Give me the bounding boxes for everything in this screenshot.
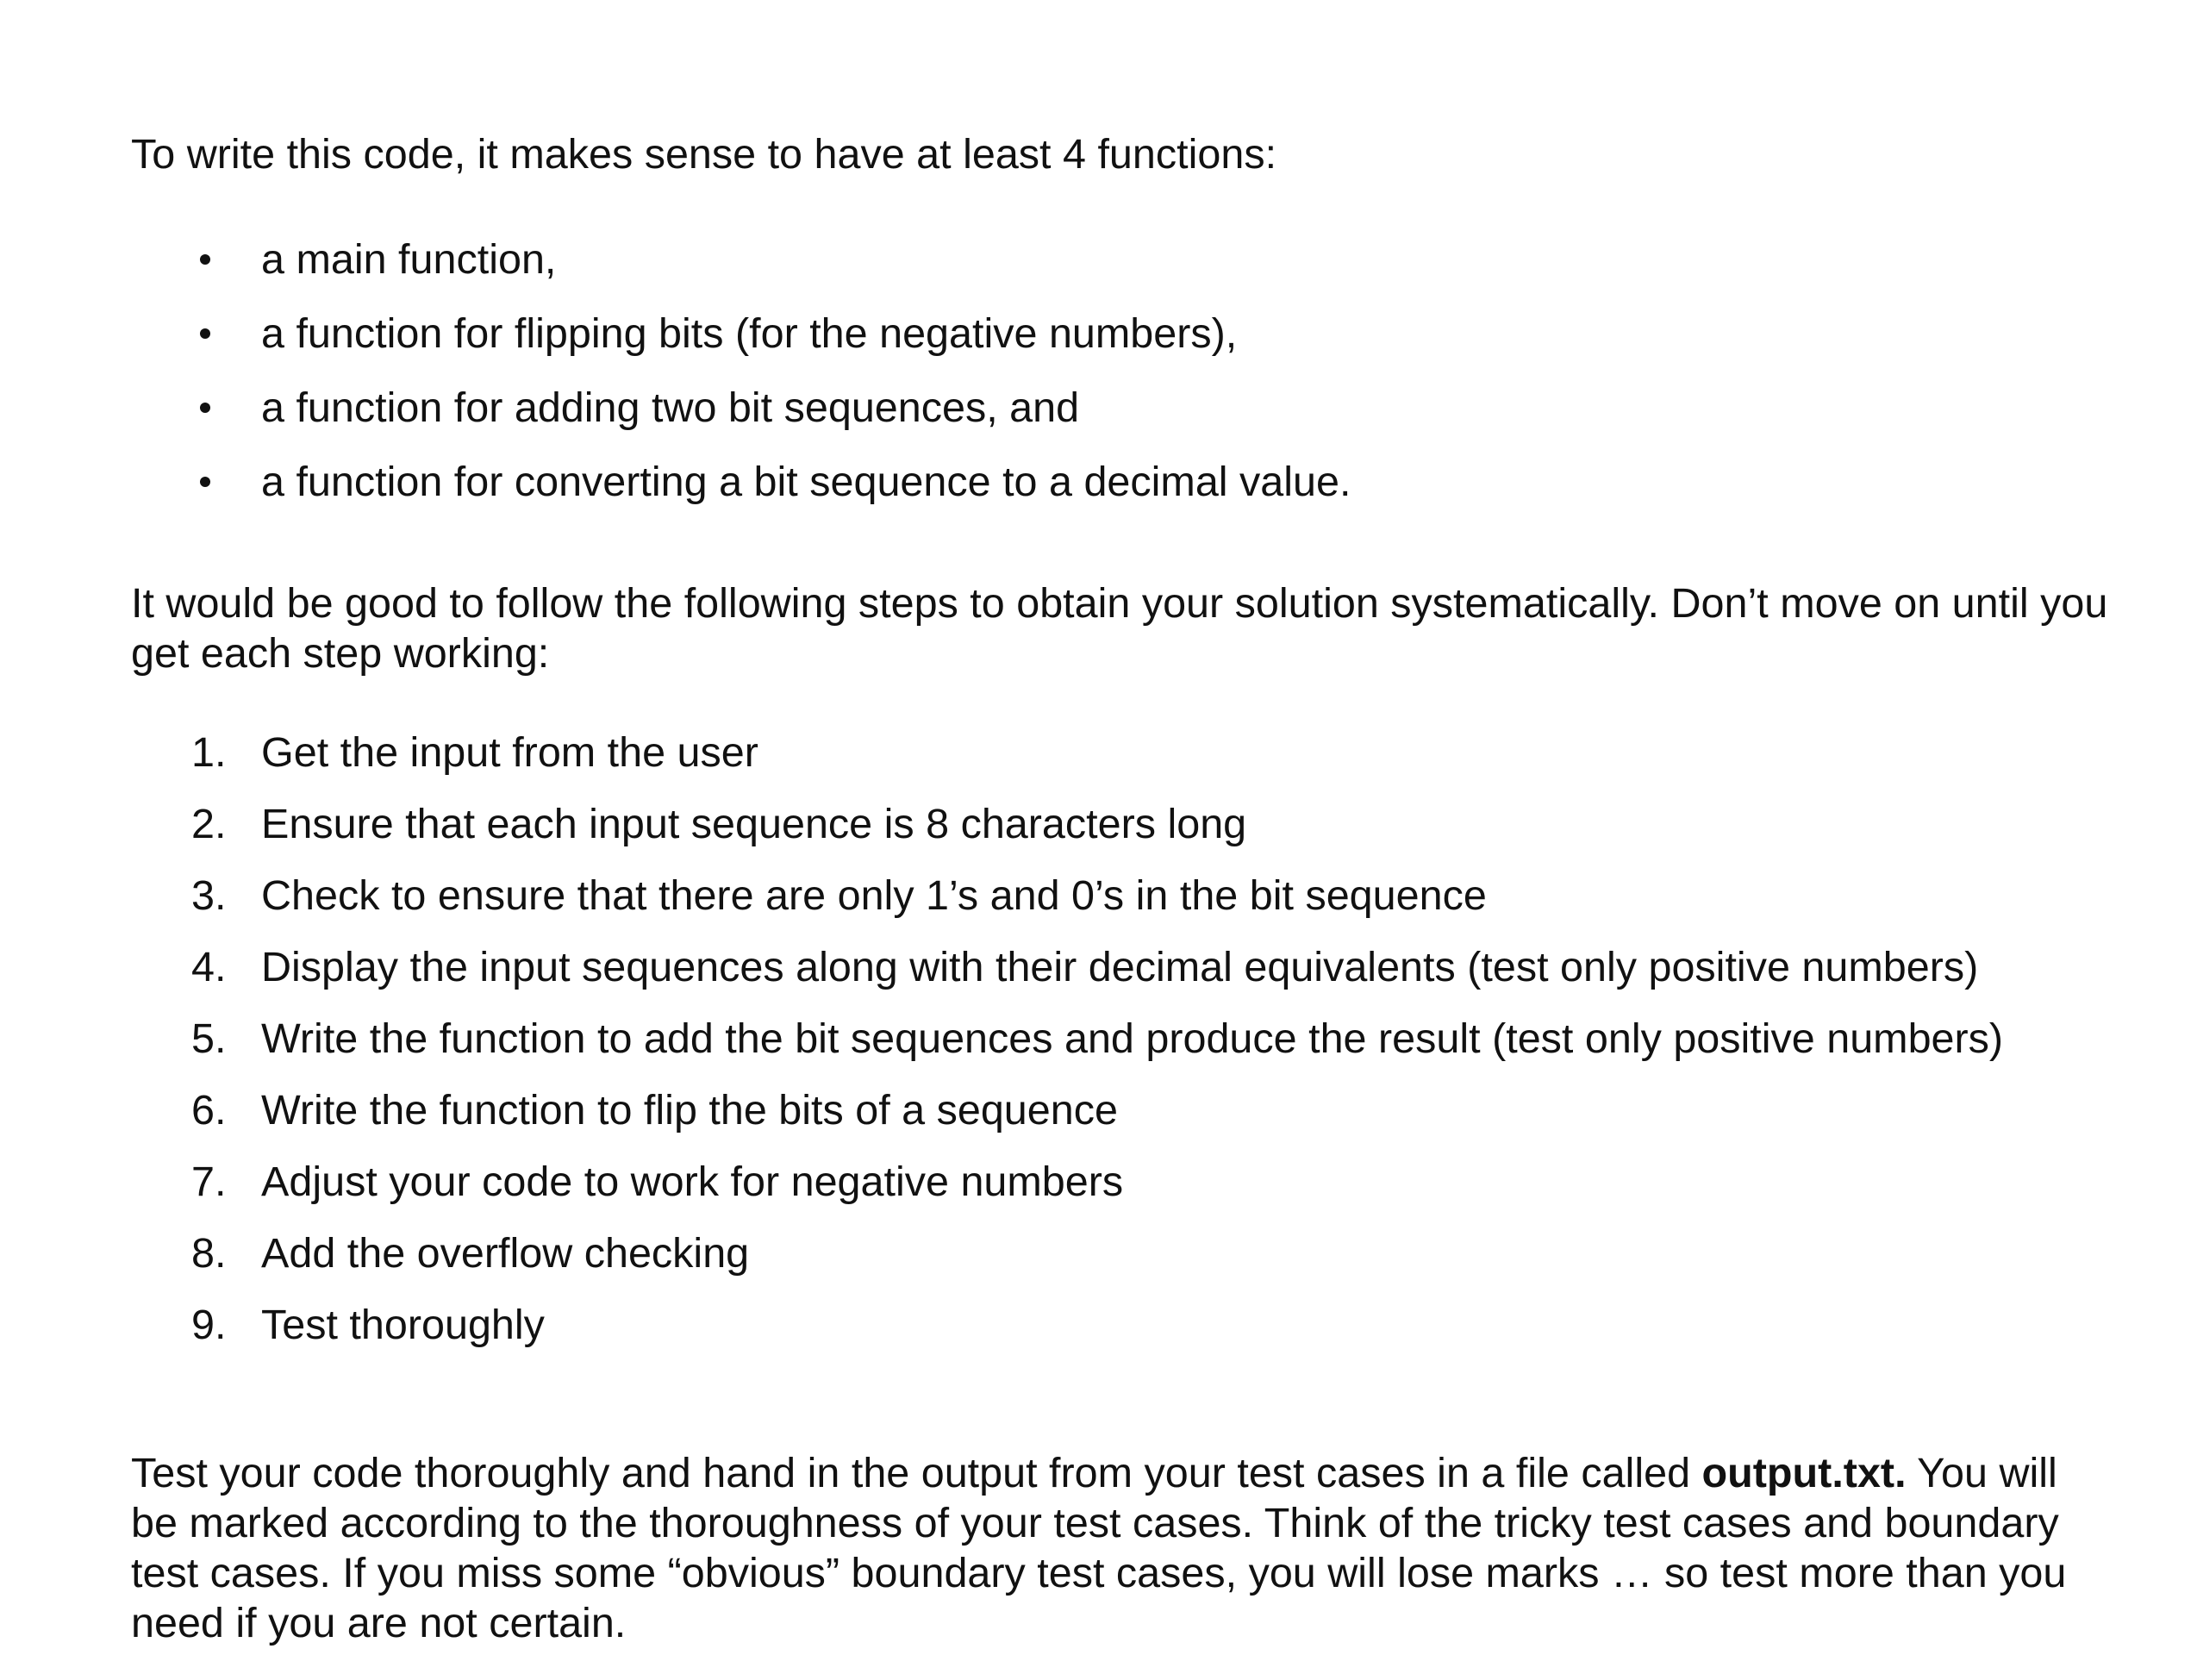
step-number: 5.	[191, 1015, 227, 1062]
step-number: 8.	[191, 1230, 227, 1277]
step-number: 3.	[191, 872, 227, 919]
closing-paragraph	[131, 1448, 2113, 1648]
step-number: 9.	[191, 1302, 227, 1348]
bullet-dot-icon	[200, 328, 210, 339]
step-number: 4.	[191, 944, 227, 990]
closing-text-end: You will be marked according to the thoroughness of your test cases. Think of the tricky test cases and boundary test cases. If you miss some “obvious” boundary test cases, you will lose marks … so test more than you need if you are not certain.	[131, 1450, 2067, 1646]
step-text: Add the overflow checking	[261, 1230, 750, 1277]
step-text: Display the input sequences along with their decimal equivalents (test only positive numbers)	[261, 944, 1979, 990]
step-number: 7.	[191, 1159, 227, 1205]
output-filename: output.txt.	[1701, 1450, 1907, 1496]
closing-text-start: Test your code thoroughly and hand in the output from your test cases in a file called	[131, 1450, 1702, 1496]
step-text: Ensure that each input sequence is 8 characters long	[261, 801, 1247, 847]
steps-intro-paragraph: It would be good to follow the following steps to obtain your solution systematically. Don’t move on until you get each step working:	[131, 580, 2108, 677]
step-text: Get the input from the user	[261, 729, 758, 776]
bullet-dot-icon	[200, 477, 210, 487]
step-text: Adjust your code to work for negative numbers	[261, 1159, 1124, 1205]
step-text: Check to ensure that there are only 1’s and 0’s in the bit sequence	[261, 872, 1487, 919]
step-number: 6.	[191, 1087, 227, 1134]
intro-paragraph: To write this code, it makes sense to have at least 4 functions:	[131, 131, 1277, 178]
bullet-text: a main function,	[261, 236, 557, 283]
step-number: 2.	[191, 801, 227, 847]
step-text: Test thoroughly	[261, 1302, 545, 1348]
bullet-text: a function for converting a bit sequence to a decimal value.	[261, 459, 1351, 505]
bullet-dot-icon	[200, 254, 210, 265]
step-number: 1.	[191, 729, 227, 776]
step-text: Write the function to add the bit sequences and produce the result (test only positive numbers)	[261, 1015, 2004, 1062]
bullet-dot-icon	[200, 403, 210, 413]
bullet-text: a function for adding two bit sequences, and	[261, 384, 1080, 431]
step-text: Write the function to flip the bits of a sequence	[261, 1087, 1118, 1134]
bullet-text: a function for flipping bits (for the negative numbers),	[261, 310, 1238, 357]
